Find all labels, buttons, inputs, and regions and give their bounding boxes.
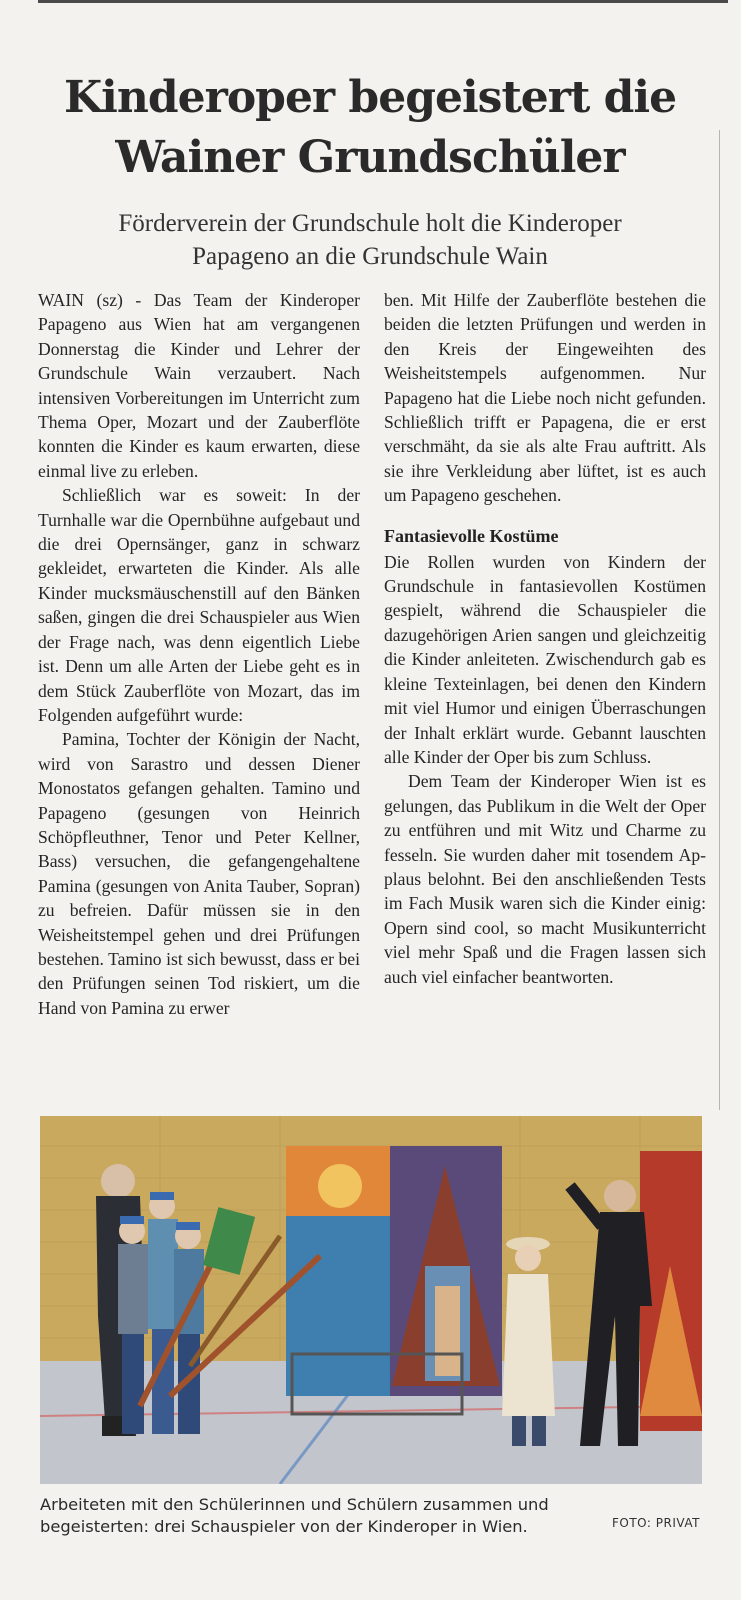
paragraph-plot-continued: ben. Mit Hilfe der Zauberflöte bestehen die beiden die letzten Prüfungen und werden in den Kreis der Eingeweihten des Weisheitstempels aufgenommen. Nur Papageno hat die Liebe noch nicht gefunden. Schließlich trifft er Papagena, die er erst verschmäht, da sie als alte Frau auftritt. Als sie ihre Verkleidung aber lüftet, ist es auch um Papageno geschehen. xyxy=(384,290,706,506)
article-column-right xyxy=(384,288,706,989)
paragraph-costumes: Die Rollen wurden von Kindern der Grundschule in fantasievollen Kostümen gespielt, während die Schauspieler die dazugehörigen Arien sangen und gleichzeitig die Kinder anleiteten. Zwischendurch gab es kleine Texteinlagen, bei denen den Kindern mit viel Humor und einigen Überraschungen der Inhalt erklärt wurde. Gebannt lauschten alle Kinder der Oper bis zum Schluss. xyxy=(384,551,706,767)
article-photo xyxy=(40,1116,702,1484)
photo-caption: Arbeiteten mit den Schülerinnen und Schülern zusammen und begeisterten: drei Schauspieler von der Kinderoper in Wien. xyxy=(40,1495,549,1536)
paragraph-dateline: WAIN (sz) - Das Team der Kinderoper Papageno aus Wien hat am vergangenen Donnerstag die Kinder und Lehrer der Grundschule Wain verzaubert. Nach intensiven Vorbereitungen im Unterricht zum Thema Oper, Mozart und der Zauberflöte konnten die Kinder es kaum erwarten, diese einmal live zu erleben. xyxy=(38,290,360,481)
article-column-left xyxy=(38,288,360,1020)
photo-credit: FOTO: PRIVAT xyxy=(612,1516,700,1530)
paragraph-stage: Schließlich war es soweit: In der Turnhalle war die Opernbühne aufgebaut und die drei Opernsänger, ganz in schwarz gekleidet, erwarteten die Kinder. Als alle Kinder mucksmäuschenstill auf den Bänken saßen, gingen die drei Schauspieler aus Wien der Frage nach, was denn eigentlich Liebe ist. Denn um alle Arten der Liebe geht es in dem Stück Zauberflöte von Mozart, das im Folgenden aufgeführt wurde: xyxy=(38,485,360,725)
subheadline xyxy=(20,207,720,273)
top-rule xyxy=(38,0,728,3)
subhead-line-1: Förderverein der Grundschule holt die Kinderoper xyxy=(118,210,622,237)
subhead-line-2: Papageno an die Grundschule Wain xyxy=(192,243,548,270)
headline-line-2: Wainer Grundschüler xyxy=(115,132,625,183)
column-rule xyxy=(719,130,720,1110)
paragraph-conclusion: Dem Team der Kinderoper Wien ist es gelungen, das Publikum in die Welt der Oper zu entführen und mit Witz und Charme zu fesseln. Sie wurden daher mit tosendem Applaus belohnt. Bei den anschließenden Tests im Fach Musik waren sich die Kinder einig: Opern sind cool, so macht Musikunterricht viel mehr Spaß und die Fragen lassen sich auch viel einfacher beantworten. xyxy=(384,771,706,987)
section-subheading: Fantasievolle Kostüme xyxy=(384,525,559,546)
headline-line-1: Kinderoper begeistert die xyxy=(63,72,677,123)
headline xyxy=(20,68,720,188)
paragraph-plot: Pamina, Tochter der Königin der Nacht, wird von Sarastro und dessen Diener Monostatos gefangen gehalten. Tamino und Papageno (gesungen von Heinrich Schöpfleuthner, Tenor und Peter Kellner, Bass) versuchen, die gefangengehaltene Pamina (gesungen von Anita Tauber, Sopran) zu befreien. Dafür müssen sie in den Weisheitstempel gehen und drei Prüfungen bestehen. Tamino ist sich bewusst, dass er bei den Prüfungen seinen Tod riskiert, um die Hand von Pamina zu erwer xyxy=(38,729,360,1018)
